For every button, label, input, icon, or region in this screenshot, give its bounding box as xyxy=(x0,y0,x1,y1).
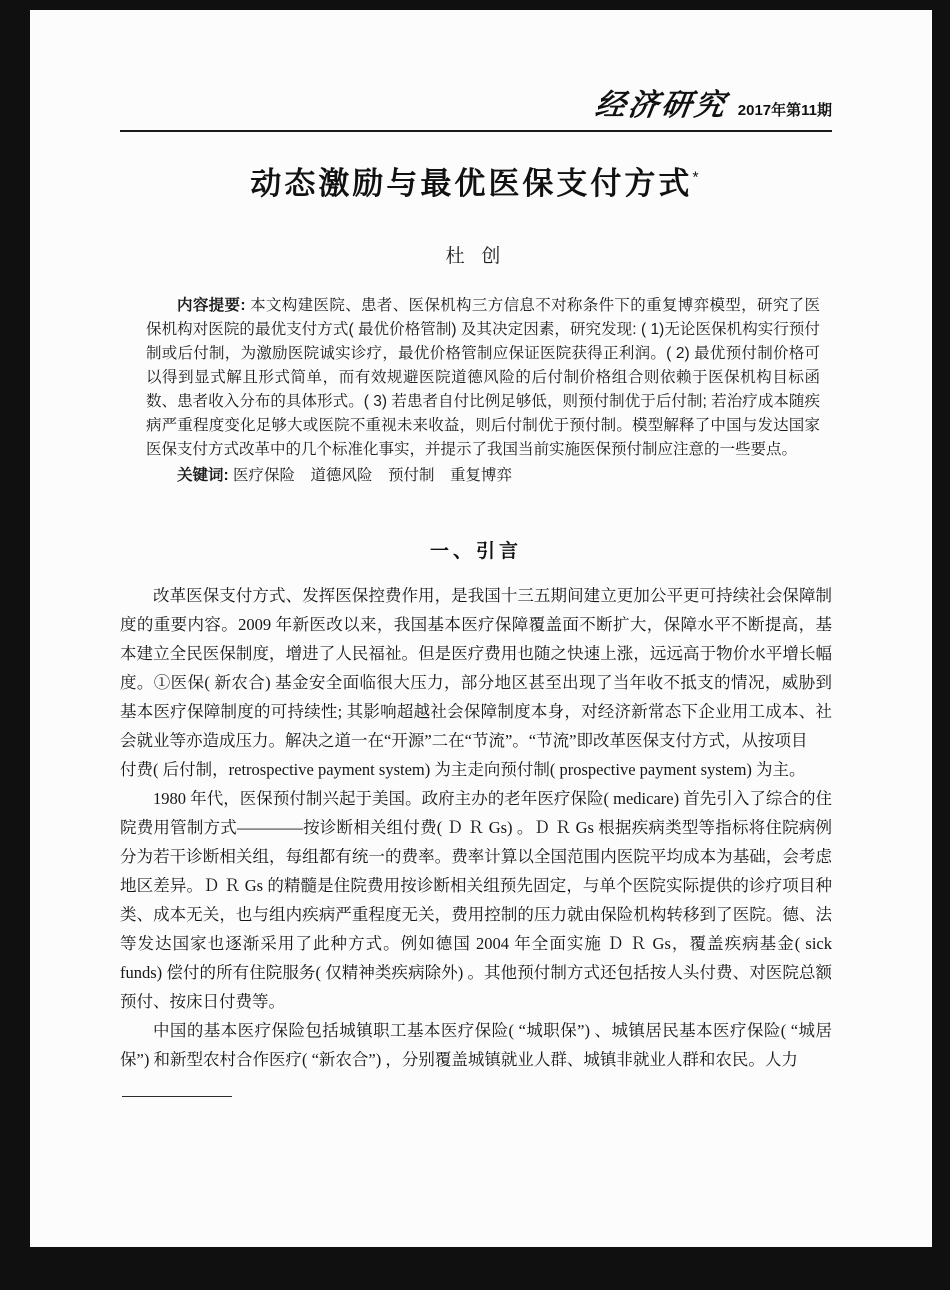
header-rule xyxy=(120,130,832,132)
journal-logo: 经济研究 xyxy=(592,88,730,123)
paper-title xyxy=(120,158,832,203)
paper-title-text: 动态激励与最优医保支付方式 xyxy=(250,166,693,201)
keywords-text: 医疗保险 道德风险 预付制 重复博弈 xyxy=(228,467,512,484)
journal-issue: 2017年第11期 xyxy=(737,102,832,119)
author-name: 杜 创 xyxy=(445,246,507,267)
keywords-label: 关键词: xyxy=(177,467,229,484)
section-heading-introduction: 一、引言 xyxy=(429,541,522,562)
title-footnote-marker: * xyxy=(692,169,702,187)
paper-page xyxy=(30,10,932,1247)
abstract-label: 内容提要: xyxy=(177,297,246,314)
body-paragraph-2: 1980 年代，医保预付制兴起于美国。政府主办的老年医疗保险( medicare) 首先引入了综合的住院费用管制方式————按诊断相关组付费( Ｄ Ｒ Gs) 。Ｄ Ｒ Gs 根据疾病类型等指标将住院病例分为若干诊断相关组，每组都有统一的费率。费率计算以全国范围内医院平均成本为基础，会考虑地区差异。Ｄ Ｒ Gs 的精髓是住院费用按诊断相关组预先固定，与单个医院实际提供的诊疗项目种类、成本无关，也与组内疾病严重程度无关，费用控制的压力就由保险机构转移到了医院。德、法等发达国家也逐渐采用了此种方式。例如德国 2004 年全面实施 Ｄ Ｒ Gs，覆盖疾病基金( sick funds) 偿付的所有住院服务( 仅精神类疾病除外) 。其他预付制方式还包括按人头付费、对医院总额预付、按床日付费等。 xyxy=(120,789,832,1011)
body-paragraph-1-continuation: 付费( 后付制，retrospective payment system) 为主走向预付制( prospective payment system) 为主。 xyxy=(120,760,806,779)
abstract-block xyxy=(146,294,820,462)
abstract-text: 本文构建医院、患者、医保机构三方信息不对称条件下的重复博弈模型，研究了医保机构对医院的最优支付方式( 最优价格管制) 及其决定因素，研究发现: ( 1)无论医保机构实行预付制或后付制，为激励医院诚实诊疗，最优价格管制应保证医院获得正利润。( 2) 最优预付制价格可以得到显式解且形式简单，而有效规避医院道德风险的后付制价格组合则依赖于医保机构目标函数、患者收入分布的具体形式。( 3) 若患者自付比例足够低，则预付制优于后付制; 若治疗成本随疾病严重程度变化足够大或医院不重视未来收益，则后付制优于预付制。模型解释了中国与发达国家医保支付方式改革中的几个标准化事实，并提示了我国当前实施医保预付制应注意的一些要点。 xyxy=(146,297,820,458)
body-paragraph-3: 中国的基本医疗保险包括城镇职工基本医疗保险( “城职保”) 、城镇居民基本医疗保险( “城居保”) 和新型农村合作医疗( “新农合”) ，分别覆盖城镇就业人群、城镇非就业人群和农民。人力 xyxy=(120,1021,832,1069)
keywords-line xyxy=(146,464,820,488)
body-paragraph-1: 改革医保支付方式、发挥医保控费作用，是我国十三五期间建立更加公平更可持续社会保障制度的重要内容。2009 年新医改以来，我国基本医疗保障覆盖面不断扩大，保障水平不断提高，基本建立全民医保制度，增进了人民福祉。但是医疗费用也随之快速上涨，远远高于物价水平增长幅度。①医保( 新农合) 基金安全面临很大压力，部分地区甚至出现了当年收不抵支的情况，威胁到基本医疗保障制度的可持续性; 其影响超越社会保障制度本身，对经济新常态下企业用工成本、社会就业等亦造成压力。解决之道一在“开源”二在“节流”。“节流”即改革医保支付方式，从按项目 xyxy=(120,586,832,750)
journal-header xyxy=(120,80,832,124)
footnote-rule xyxy=(122,1096,232,1097)
